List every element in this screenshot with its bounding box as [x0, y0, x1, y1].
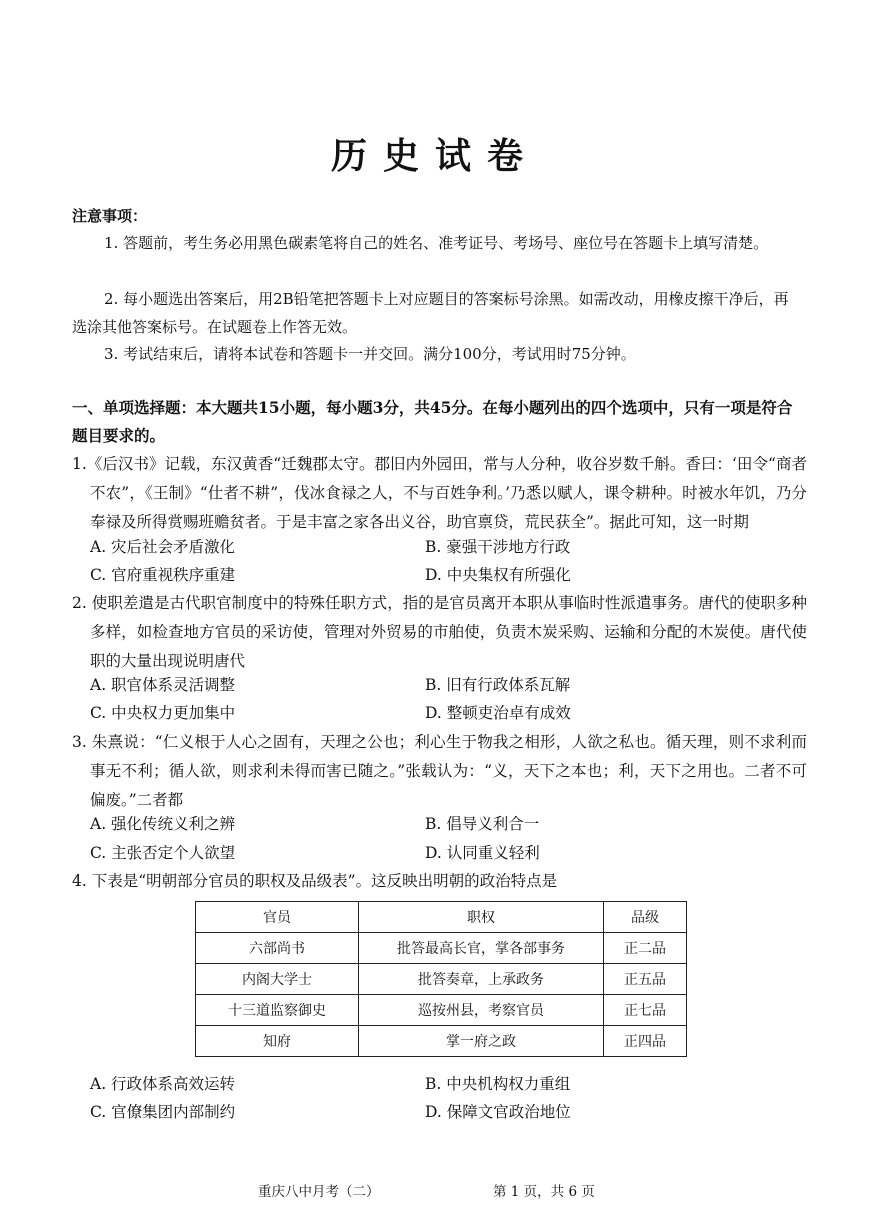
note-item-1: 1. 答题前，考生务必用黑色碳素笔将自己的姓名、准考证号、考场号、座位号在答题卡上填写清楚。	[104, 234, 769, 252]
option-a[interactable]: A. 行政体系高效运转	[90, 1075, 236, 1093]
footer-exam-name: 重庆八中月考（二）	[258, 1184, 380, 1200]
option-c[interactable]: C. 官僚集团内部制约	[90, 1103, 236, 1121]
option-a[interactable]: A. 强化传统义利之辨	[90, 815, 236, 833]
option-d[interactable]: D. 认同重义轻利	[425, 844, 540, 862]
question-stem: 1.《后汉书》记载，东汉黄香“迁魏郡太守。郡旧内外园田，常与人分种，收谷岁数千斛。香曰：‘田令“商者不农”，《王制》“仕者不耕”，伐冰食禄之人，不与百姓争利。’乃悉以赋人，课令耕种。时被水年饥，乃分奉禄及所得赏赐班赡贫者。于是丰富之家各出义谷，助官禀贷，荒民获全”。据此可知，这一时期	[72, 455, 807, 531]
note-item-3: 3. 考试结束后，请将本试卷和答题卡一并交回。满分100分，考试用时75分钟。	[104, 345, 636, 363]
table-cell: 十三道监察御史	[196, 995, 359, 1026]
table-cell: 内阁大学士	[196, 964, 359, 995]
option-c[interactable]: C. 主张否定个人欲望	[90, 844, 236, 862]
table-cell: 正七品	[604, 995, 687, 1026]
table-row	[196, 995, 687, 1026]
notes-heading: 注意事项：	[72, 207, 148, 225]
section-heading: 一、单项选择题：本大题共15小题，每小题3分，共45分。在每小题列出的四个选项中，只有一项是符合题目要求的。	[72, 398, 793, 445]
table-cell: 正四品	[604, 1026, 687, 1057]
table-header-cell: 职权	[359, 902, 604, 933]
footer-page-number: 第 1 页，共 6 页	[493, 1184, 595, 1200]
question-2	[72, 589, 807, 676]
table-cell: 正五品	[604, 964, 687, 995]
table-cell: 巡按州县，考察官员	[359, 995, 604, 1026]
option-a[interactable]: A. 灾后社会矛盾激化	[90, 538, 236, 556]
note-item-2: 2. 每小题选出答案后，用2B铅笔把答题卡上对应题目的答案标号涂黑。如需改动，用橡皮擦干净后，再选涂其他答案标号。在试题卷上作答无效。	[72, 290, 789, 336]
question-1	[72, 450, 807, 537]
option-b[interactable]: B. 中央机构权力重组	[425, 1075, 571, 1093]
officials-table	[195, 901, 687, 1057]
option-b[interactable]: B. 豪强干涉地方行政	[425, 538, 571, 556]
option-b[interactable]: B. 倡导义利合一	[425, 815, 540, 833]
table-header-cell: 官员	[196, 902, 359, 933]
table-cell: 掌一府之政	[359, 1026, 604, 1057]
table-row	[196, 1026, 687, 1057]
question-stem: 4. 下表是“明朝部分官员的职权及品级表”。这反映出明朝的政治特点是	[72, 872, 558, 890]
table-cell: 正二品	[604, 933, 687, 964]
option-a[interactable]: A. 职官体系灵活调整	[90, 676, 236, 694]
option-c[interactable]: C. 官府重视秩序重建	[90, 566, 236, 584]
option-c[interactable]: C. 中央权力更加集中	[90, 704, 236, 722]
table-header-row	[196, 902, 687, 933]
table-cell: 批答奏章，上承政务	[359, 964, 604, 995]
option-d[interactable]: D. 整顿吏治卓有成效	[425, 704, 571, 722]
table-row	[196, 964, 687, 995]
question-stem: 2. 使职差遣是古代职官制度中的特殊任职方式，指的是官员离开本职从事临时性派遣事务。唐代的使职多种多样，如检查地方官员的采访使，管理对外贸易的市舶使，负责木炭采购、运输和分配的木炭使。唐代使职的大量出现说明唐代	[72, 594, 807, 670]
table-row	[196, 933, 687, 964]
option-b[interactable]: B. 旧有行政体系瓦解	[425, 676, 571, 694]
option-d[interactable]: D. 中央集权有所强化	[425, 566, 571, 584]
page-title: 历史试卷	[330, 135, 539, 177]
question-stem: 3. 朱熹说：“仁义根于人心之固有，天理之公也；利心生于物我之相形，人欲之私也。循天理，则不求利而事无不利；循人欲，则求利未得而害已随之。”张载认为：“义，天下之本也；利，天下之用也。二者不可偏废。”二者都	[72, 733, 807, 809]
table-cell: 六部尚书	[196, 933, 359, 964]
question-3	[72, 728, 807, 815]
option-d[interactable]: D. 保障文官政治地位	[425, 1103, 571, 1121]
table-cell: 批答最高长官，掌各部事务	[359, 933, 604, 964]
question-4	[72, 867, 807, 896]
table-cell: 知府	[196, 1026, 359, 1057]
table-header-cell: 品级	[604, 902, 687, 933]
